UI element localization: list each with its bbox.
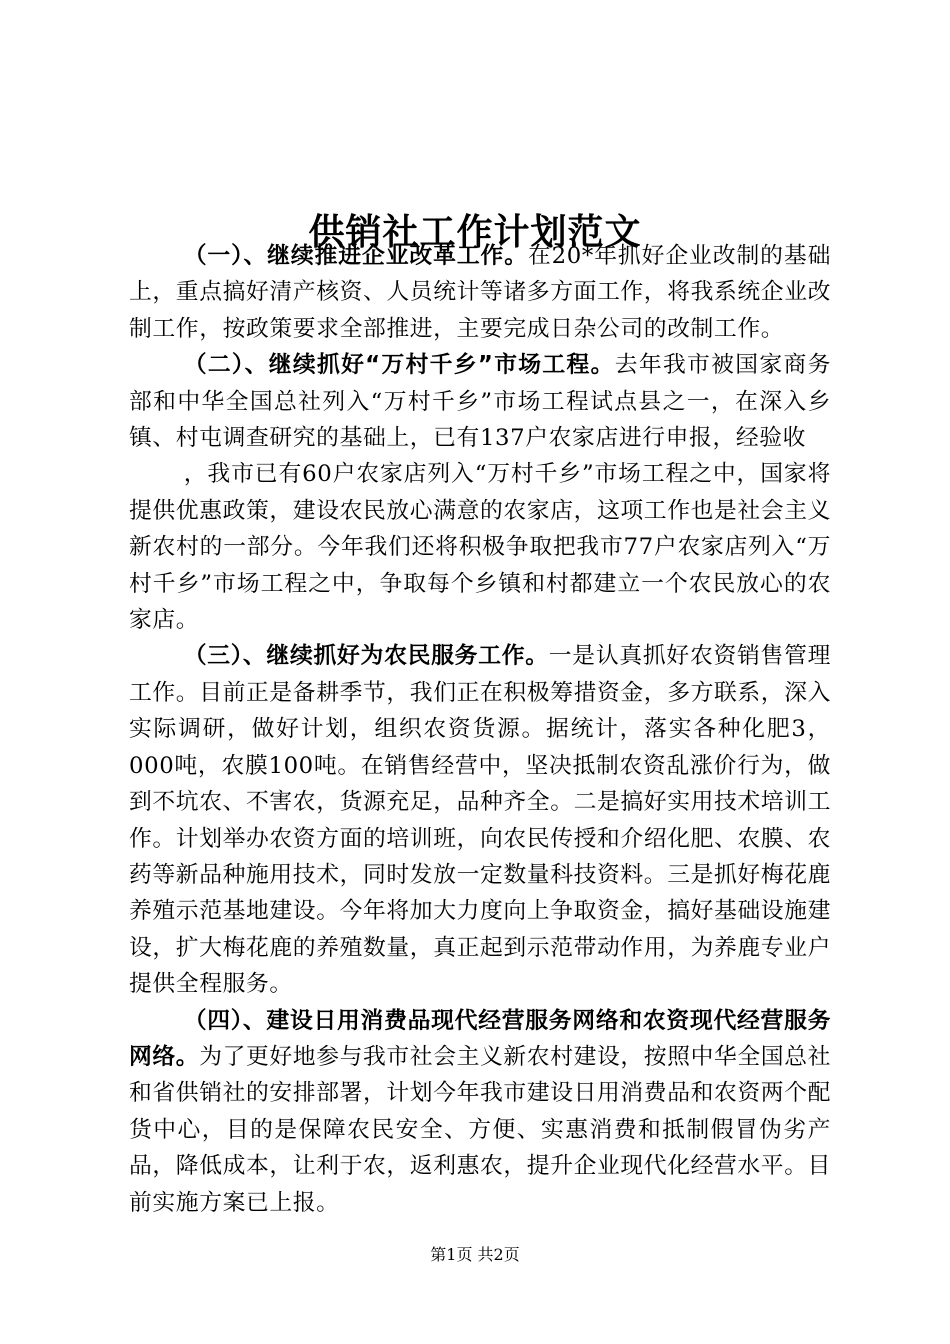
paragraph-5: [129, 1003, 831, 1221]
paragraph-2: [129, 347, 831, 456]
paragraph-text: ，我市已有60户农家店列入“万村千乡”市场工程之中，国家将提供优惠政策，建设农民放心满意的农家店，这项工作也是社会主义新农村的一部分。今年我们还将积极争取把我市77户农家店列入“万村千乡”市场工程之中，争取每个乡镇和村都建立一个农民放心的农家店。: [129, 461, 831, 634]
paragraph-heading: （三）、继续抓好为农民服务工作。: [183, 643, 549, 670]
document-title: 供销社工作计划范文: [308, 212, 642, 254]
paragraph-heading: （二）、继续抓好“万村千乡”市场工程。: [183, 352, 615, 379]
paragraph-heading: （四）、建设日用消费品现代经营服务网络和农资现代经营服务网络。: [129, 1007, 831, 1070]
paragraph-1: [129, 238, 831, 347]
document-body: [129, 238, 831, 1221]
paragraph-3: [129, 456, 831, 638]
paragraph-4: [129, 638, 831, 1002]
paragraph-heading: （一）、继续推进企业改革工作。: [183, 243, 528, 269]
paragraph-text: 去年我市被国家商务部和中华全国总社列入“万村千乡”市场工程试点县之一，在深入乡镇、村屯调查研究的基础上，已有137户农家店进行申报，经验收: [129, 352, 831, 452]
page-footer: 第1页 共2页: [430, 1245, 520, 1264]
paragraph-text: 在20*年抓好企业改制的基础上，重点搞好清产核资、人员统计等诸多方面工作，将我系统企业改制工作，按政策要求全部推进，主要完成日杂公司的改制工作。: [129, 243, 831, 342]
paragraph-text: 一是认真抓好农资销售管理工作。目前正是备耕季节，我们正在积极筹措资金，多方联系，深入实际调研，做好计划，组织农资货源。据统计，落实各种化肥3，000吨，农膜100吨。在销售经营中，坚决抵制农资乱涨价行为，做到不坑农、不害农，货源充足，品种齐全。二是搞好实用技术培训工作。计划举办农资方面的培训班，向农民传授和介绍化肥、农膜、农药等新品种施用技术，同时发放一定数量科技资料。三是抓好梅花鹿养殖示范基地建设。今年将加大力度向上争取资金，搞好基础设施建设，扩大梅花鹿的养殖数量，真正起到示范带动作用，为养鹿专业户提供全程服务。: [129, 643, 831, 998]
paragraph-text: 为了更好地参与我市社会主义新农村建设，按照中华全国总社和省供销社的安排部署，计划今年我市建设日用消费品和农资两个配货中心，目的是保障农民安全、方便、实惠消费和抵制假冒伪劣产品，降低成本，让利于农，返利惠农，提升企业现代化经营水平。目前实施方案已上报。: [129, 1043, 831, 1216]
